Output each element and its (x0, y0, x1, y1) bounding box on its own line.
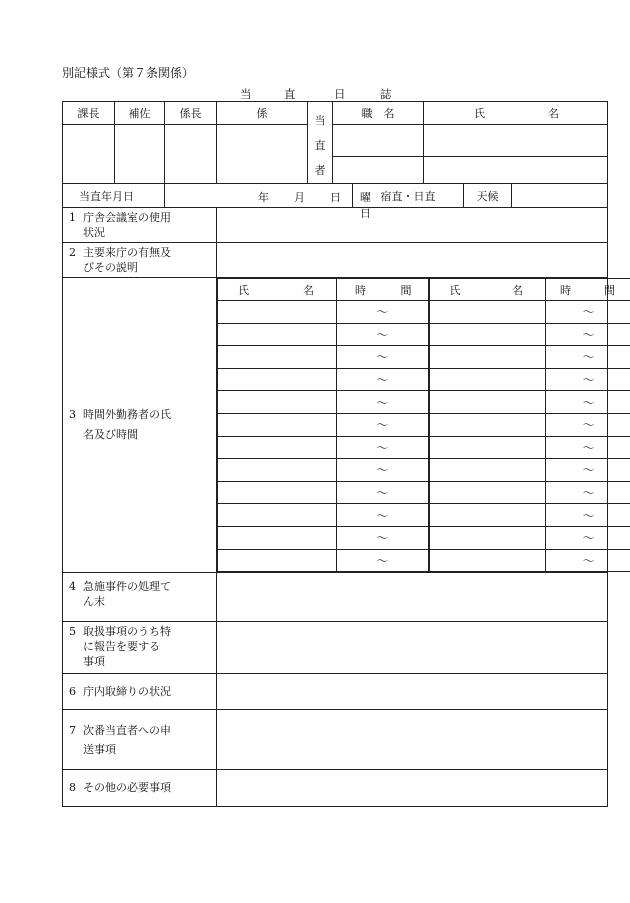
overtime-name-field[interactable] (218, 391, 337, 414)
overtime-time-field[interactable] (546, 323, 630, 346)
overtime-name-header: 氏 名 (218, 279, 337, 301)
time-range-separator: ～ (376, 350, 389, 365)
overtime-time-field[interactable] (546, 549, 630, 572)
time-range-separator: ～ (376, 440, 389, 455)
overtime-name-field[interactable] (218, 301, 337, 324)
overtime-time-field[interactable] (546, 413, 630, 436)
duty-label-char: 者 (314, 164, 326, 177)
overtime-time-field[interactable] (337, 391, 429, 414)
item-5-label: 5 取扱事項のうち特 に報告を要する 事項 (63, 622, 217, 674)
overtime-name-field[interactable] (218, 481, 337, 504)
duty-position-field[interactable] (333, 157, 424, 184)
time-range-separator: ～ (376, 531, 389, 546)
document-title (62, 86, 606, 100)
overtime-time-header: 時 間 (546, 279, 630, 301)
time-range-separator: ～ (376, 395, 389, 410)
overtime-time-field[interactable] (546, 504, 630, 527)
overtime-time-field[interactable] (337, 459, 429, 482)
duty-date-field[interactable]: 年 月 日 曜日 (165, 184, 353, 208)
item-7-field[interactable] (217, 710, 608, 770)
overtime-name-field[interactable] (218, 323, 337, 346)
overtime-time-field[interactable] (337, 436, 429, 459)
time-range-separator: ～ (376, 418, 389, 433)
approval-header-assistant: 補佐 (115, 102, 165, 125)
item-4-label: 4 急施事件の処理て ん末 (63, 573, 217, 622)
title-char: 誌 (380, 87, 392, 101)
overtime-name-field[interactable] (218, 459, 337, 482)
form-reference-note: 別記様式（第７条関係） (62, 66, 195, 80)
overtime-row (218, 526, 630, 549)
item-2-field[interactable] (217, 243, 608, 278)
overtime-row (218, 436, 630, 459)
overtime-time-field[interactable] (337, 526, 429, 549)
time-range-separator: ～ (376, 373, 389, 388)
overtime-time-field[interactable] (337, 413, 429, 436)
title-char: 直 (284, 87, 296, 101)
duty-label-char: 当 (314, 114, 326, 127)
overtime-name-field[interactable] (218, 413, 337, 436)
overtime-row (218, 459, 630, 482)
time-range-separator: ～ (582, 418, 595, 433)
overtime-table-cell (217, 278, 615, 573)
time-range-separator: ～ (376, 327, 389, 342)
overtime-time-field[interactable] (546, 346, 630, 369)
item-6-label: 6 庁内取締りの状況 (63, 674, 217, 710)
item-1-label: 1 庁舎会議室の使用 状況 (63, 208, 217, 243)
overtime-time-field[interactable] (546, 391, 630, 414)
time-range-separator: ～ (582, 350, 595, 365)
overtime-name-field[interactable] (429, 368, 546, 391)
overtime-time-field[interactable] (337, 323, 429, 346)
time-range-separator: ～ (376, 486, 389, 501)
time-range-separator: ～ (582, 395, 595, 410)
overtime-row (218, 549, 630, 572)
overtime-time-field[interactable] (337, 504, 429, 527)
time-range-separator: ～ (376, 463, 389, 478)
time-range-separator: ～ (582, 463, 595, 478)
overtime-row (218, 481, 630, 504)
overtime-row (218, 346, 630, 369)
overtime-time-field[interactable] (337, 301, 429, 324)
approval-seal-subsection-chief[interactable] (165, 125, 217, 184)
duty-label-char: 直 (314, 139, 326, 152)
overtime-name-field[interactable] (218, 436, 337, 459)
overtime-time-header: 時 間 (337, 279, 429, 301)
duty-position-field[interactable] (333, 125, 424, 157)
title-char: 日 (334, 87, 346, 101)
overtime-name-field[interactable] (429, 391, 546, 414)
overtime-time-field[interactable] (546, 436, 630, 459)
overtime-row (218, 301, 630, 324)
approval-header-section-chief: 課長 (63, 102, 115, 125)
item-3-label: 3 時間外勤務者の氏 名及び時間 (63, 278, 217, 573)
time-range-separator: ～ (582, 305, 595, 320)
overtime-table (217, 278, 630, 572)
duty-position-header: 職 名 (333, 102, 424, 125)
overtime-name-field[interactable] (429, 436, 546, 459)
time-range-separator: ～ (376, 305, 389, 320)
duty-name-field[interactable] (424, 157, 608, 184)
time-range-separator: ～ (582, 373, 595, 388)
time-range-separator: ～ (582, 553, 595, 568)
overtime-name-field[interactable] (429, 346, 546, 369)
weather-label: 天候 (464, 184, 512, 208)
approval-seal-assistant[interactable] (115, 125, 165, 184)
item-6-field[interactable] (217, 674, 608, 710)
approval-seal-section-chief[interactable] (63, 125, 115, 184)
item-7-label: 7 次番当直者への申 送事項 (63, 710, 217, 770)
overtime-name-field[interactable] (429, 459, 546, 482)
approval-header-staff: 係 (217, 102, 308, 125)
time-range-separator: ～ (582, 327, 595, 342)
duty-name-field[interactable] (424, 125, 608, 157)
overtime-time-field[interactable] (546, 526, 630, 549)
overtime-time-field[interactable] (546, 459, 630, 482)
item-8-field[interactable] (217, 770, 608, 807)
approval-seal-staff[interactable] (217, 125, 308, 184)
overtime-time-field[interactable] (546, 301, 630, 324)
weather-field[interactable] (512, 184, 608, 208)
overtime-name-field[interactable] (429, 481, 546, 504)
overtime-time-field[interactable] (337, 549, 429, 572)
overtime-name-header: 氏 名 (429, 279, 546, 301)
overtime-row (218, 391, 630, 414)
title-char: 当 (240, 87, 252, 101)
item-2-label: 2 主要来庁の有無及 びその説明 (63, 243, 217, 278)
approval-header-subsection-chief: 係長 (165, 102, 217, 125)
duty-name-header: 氏 名 (424, 102, 608, 125)
overtime-time-field[interactable] (546, 368, 630, 391)
overtime-name-field[interactable] (429, 549, 546, 572)
item-1-field[interactable] (217, 208, 608, 243)
overtime-time-field[interactable] (337, 481, 429, 504)
time-range-separator: ～ (582, 508, 595, 523)
overtime-name-field[interactable] (429, 413, 546, 436)
time-range-separator: ～ (582, 531, 595, 546)
duty-date-label: 当直年月日 (63, 184, 165, 208)
item-4-field[interactable] (217, 573, 608, 622)
duty-log-form (62, 101, 615, 807)
time-range-separator: ～ (582, 440, 595, 455)
overtime-row (218, 413, 630, 436)
overtime-row (218, 323, 630, 346)
overtime-name-field[interactable] (218, 549, 337, 572)
duty-officer-label (308, 102, 333, 184)
overtime-name-field[interactable] (429, 504, 546, 527)
overtime-name-field[interactable] (429, 526, 546, 549)
duty-type-field[interactable]: 宿直・日直 (353, 184, 464, 208)
overtime-name-field[interactable] (429, 301, 546, 324)
overtime-row (218, 504, 630, 527)
overtime-time-field[interactable] (337, 346, 429, 369)
overtime-row (218, 368, 630, 391)
overtime-name-field[interactable] (218, 346, 337, 369)
overtime-name-field[interactable] (218, 526, 337, 549)
overtime-name-field[interactable] (218, 504, 337, 527)
overtime-name-field[interactable] (429, 323, 546, 346)
item-8-label: 8 その他の必要事項 (63, 770, 217, 807)
time-range-separator: ～ (376, 553, 389, 568)
time-range-separator: ～ (582, 486, 595, 501)
overtime-time-field[interactable] (546, 481, 630, 504)
overtime-name-field[interactable] (218, 368, 337, 391)
overtime-time-field[interactable] (337, 368, 429, 391)
item-5-field[interactable] (217, 622, 608, 674)
time-range-separator: ～ (376, 508, 389, 523)
